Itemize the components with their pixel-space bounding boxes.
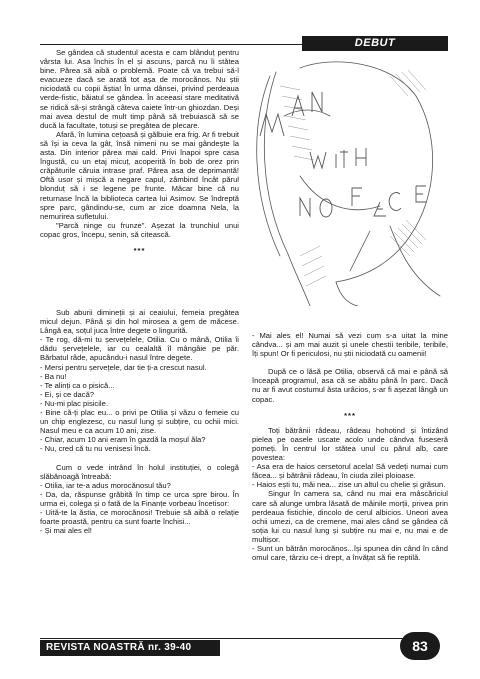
column-left-top bbox=[40, 48, 239, 261]
paragraph: Singur în camera sa, când nu mai era mâscăriciul care să alunge umbra lăsată de mâinile morții, privea prin perdeaua fistichie, dincolo de cerul albicios. Uneori avea ochii umezi, ca de cremene, mai ales când se gândea că soția lui cu nasul lung și subțire nu mai e, nu mai e de multișor. bbox=[252, 489, 448, 544]
sketch-drawing bbox=[240, 56, 452, 306]
paragraph: - Te alinți ca o pisică... bbox=[40, 380, 115, 390]
paragraph: - Uită-te la ăstia, ce morocănosi! Trebuie să aibă o relație foarte proastă, pentru ca sunt foarte închisi... bbox=[40, 507, 239, 527]
paragraph: Afară, în lumina cețoasă și gălbuie era frig. Ar fi trebuit să își ia ceva la gât, însă nimeni nu se mai gândește la asta. Din interior părea mai cald. Privi înapoi spre casa îngustă, cu un etaj micuț, acoperită în bob de orez prin crăpăturile căruia intrase praf. Părea asa de deprimantă! Oftă usor și mișcă a negare capul, zâmbind încât părul blonduț să i se legene pe frunte. Măcar bine că nu returnase încă la biblioteca cartea lui Asimov. Se îndreptă spre parc, gândindu-se, cum ar zice doamna Nela, la nemurirea sufletului. bbox=[40, 129, 239, 221]
section-label: DEBUT bbox=[302, 36, 448, 51]
page-number: 83 bbox=[400, 632, 440, 660]
paragraph: Sub aburii dimineții și ai ceaiului, femeia pregătea micul dejun. Până și din hol mirosea a gem de măcese. Lângă ea, soțul juca între degete o lingurită. bbox=[40, 308, 239, 336]
column-right-bottom bbox=[252, 331, 448, 562]
paragraph: - Bine că-ți plac eu... o privi pe Otilia și văzu o femeie cu un chip englezesc, cu nasul lung și subțire, cu ochii mici. Nasul meu e ca acum 10 ani, zise. bbox=[40, 408, 239, 436]
paragraph: Cum o vede intrând în holul instituției, o colegă slăbănoagă întreabă: bbox=[40, 462, 239, 481]
column-left-bottom bbox=[40, 308, 239, 535]
paragraph: Se gândea că studentul acesta e cam blânduț pentru vârsta lui. Asa închis în el și ascuns, parcă nu îi stătea bine. Părea să aibă o problemă. Poate că va trebui să-l evacueze dacă se arată tot așa de morocănos. Nu știi niciodată cu copii ăștia! În urma dânsei, privind perdeaua verde-fistic, băiatul se gândea. În aceeasi stare meditativă se ridică să-și strângă câteva caiete într-un ghiozdan. Deși mai avea destul de mult timp până să trebuiască să se ducă la facultate, totuși se pregătea de plecare. bbox=[40, 48, 239, 130]
section-separator: *** bbox=[344, 410, 356, 420]
paragraph: - Mersi pentru șervețele, dar tie ți-a crescut nasul. bbox=[40, 362, 207, 372]
paragraph: - Haios ești tu, măi nea... zise un altul cu chelie și grăsun. bbox=[252, 480, 446, 490]
illustration-man-with-no-face bbox=[240, 56, 452, 306]
paragraph: - Și mai ales el! bbox=[40, 526, 92, 536]
paragraph: După ce o lăsă pe Otilia, observă că mai e până să înceapă programul, asa că se abătu până în parc. Dacă nu ar fi avut costumul ăsta urâcios, s-ar fi așezat lângă un copac. bbox=[252, 367, 448, 404]
paragraph: - Asa era de haios cersetorul acela! Să vedeți numai cum făcea... și bătrânii râdeau, în ciuda zilei ploioase. bbox=[252, 462, 448, 481]
section-separator: *** bbox=[133, 245, 146, 255]
paragraph: - Da, da, răspunse grăbită în timp ce urca spre birou. În urma ei, colega și o fată de la Finanțe vorbeau încetisor: bbox=[40, 489, 239, 508]
paragraph: - Nu-mi plac pisicile. bbox=[40, 398, 108, 408]
paragraph: - Otilia, iar te-a adus morocănosul tău? bbox=[40, 480, 171, 490]
paragraph: - Te rog, dă-mi tu șervețelele, Otilia. Cu o mână, Otilia îi dădu șervețelele, iar cu cealaltă îl mângâie pe păr. Bărbatul râde, apucându-i nasul între degete. bbox=[40, 335, 239, 363]
paragraph: - Ei, și ce dacă? bbox=[40, 389, 95, 399]
paragraph: - Nu, cred că tu nu venisesi încă. bbox=[40, 444, 151, 454]
paragraph: - Sunt un bătrân morocănos...își spunea din când în când omul care, târziu ce-i drept, a învățat să fie reptilă. bbox=[252, 543, 448, 563]
paragraph: - Chiar, acum 10 ani eram în gazdă la moșul ăla? bbox=[40, 435, 206, 445]
paragraph: "Parcă ninge cu frunze". Așezat la trunchiul unui copac gros, începu, senin, să citească. bbox=[40, 220, 239, 239]
paragraph: Toți bătrânii râdeau, râdeau hohotind și întizând pielea pe oasele uscate acolo unde cândva fuseseră pomeți. În centrul lor stătea unul cu părul alb, care povestea: bbox=[252, 425, 448, 463]
paragraph: - Ba nu! bbox=[40, 371, 67, 381]
paragraph: - Mai ales el! Numai să vezi cum s-a uitat la mine cândva... și am mai auzit și unele chestii teribile, teribile, îți spun! Or fi periculosi, nu știi niciodată cu oamenii! bbox=[252, 331, 448, 359]
magazine-name: REVISTA NOASTRĂ nr. 39-40 bbox=[40, 640, 220, 656]
header-rule bbox=[40, 44, 302, 45]
footer-rule bbox=[40, 638, 436, 639]
